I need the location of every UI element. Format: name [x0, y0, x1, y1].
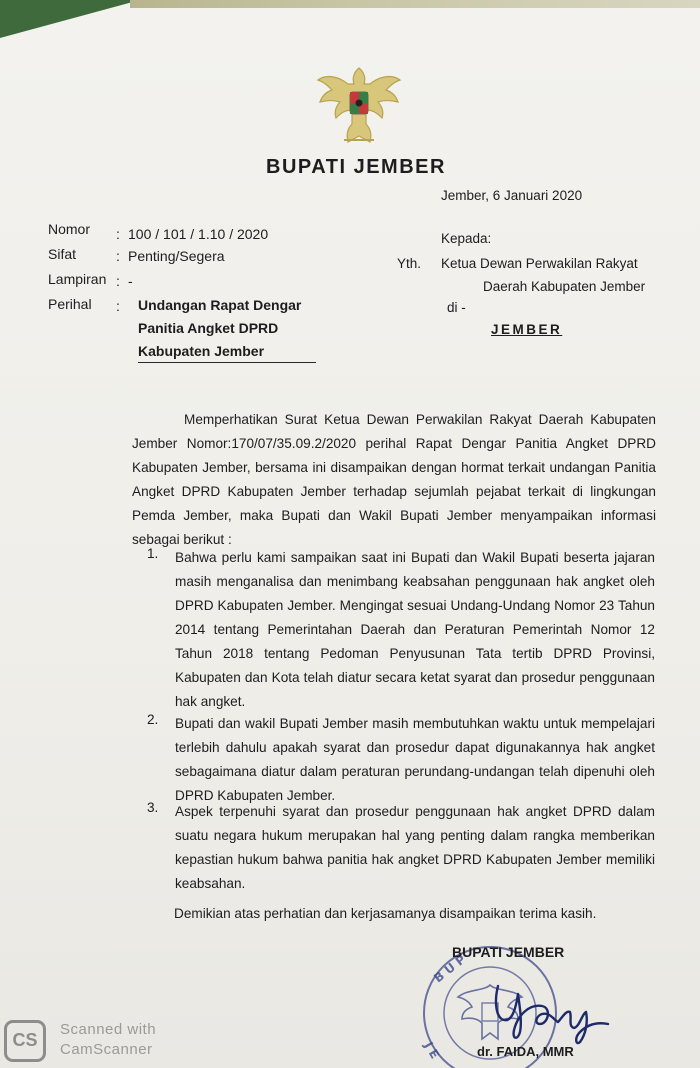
list-item-text: Aspek terpenuhi syarat dan prosedur penggunaan hak angket DPRD dalam suatu negara hukum merupakan hal yang penting dalam rangka memberikan kepastian hukum bahwa panitia hak angket DPRD Kabupaten Jember memiliki keabsahan.: [175, 804, 655, 891]
garuda-emblem-icon: [312, 62, 406, 150]
list-number: 3.: [147, 800, 159, 815]
recipient-city: JEMBER: [491, 322, 563, 337]
recipient-di: di -: [447, 300, 466, 315]
perihal-line: Undangan Rapat Dengar: [138, 297, 302, 313]
camscanner-logo: CS: [4, 1020, 46, 1062]
recipient-line1: Ketua Dewan Perwakilan Rakyat: [441, 256, 638, 271]
meta-sifat-label: Sifat: [48, 246, 77, 262]
perihal-line: Kabupaten Jember: [138, 343, 265, 359]
signature-title: BUPATI JEMBER: [452, 944, 565, 960]
folder-corner: [0, 0, 140, 38]
svg-text:B U P: B U P: [431, 952, 469, 986]
svg-text:J E: J E: [421, 1039, 442, 1062]
recipient-kepada: Kepada:: [441, 231, 492, 246]
meta-nomor-colon: :: [116, 226, 120, 242]
meta-lampiran-label: Lampiran: [48, 271, 107, 287]
closing-statement: Demikian atas perhatian dan kerjasamanya disampaikan terima kasih.: [174, 906, 597, 921]
watermark-line: Scanned with: [60, 1021, 157, 1038]
meta-perihal-label: Perihal: [48, 296, 92, 312]
list-item-text: Bupati dan wakil Bupati Jember masih membutuhkan waktu untuk mempelajari terlebih dahulu apakah syarat dan prosedur dapat digunakannya hak angket sebagaimana diatur dalam peraturan perundang-undangan telah dipenuhi oleh DPRD Kabupaten Jember.: [175, 716, 655, 803]
camscanner-watermark: [60, 1020, 156, 1060]
meta-lampiran-value: -: [128, 273, 133, 289]
meta-nomor-value: 100 / 101 / 1.10 / 2020: [128, 226, 269, 242]
meta-nomor-label: Nomor: [48, 221, 91, 237]
meta-lampiran-colon: :: [116, 273, 120, 289]
meta-sifat-value: Penting/Segera: [128, 248, 225, 264]
place-date: Jember, 6 Januari 2020: [441, 188, 583, 203]
list-number: 2.: [147, 712, 159, 727]
perihal-line: Panitia Angket DPRD: [138, 320, 279, 336]
body-intro: Memperhatikan Surat Ketua Dewan Perwakilan Rakyat Daerah Kabupaten Jember Nomor:170/07/35.09.2/2020 perihal Rapat Dengar Panitia Angket DPRD Kabupaten Jember, bersama ini disampaikan dengan hormat terkait undangan Panitia Angket DPRD Kabupaten Jember terhadap sejumlah pejabat terkait di lingkungan Pemda Jember, maka Bupati dan Wakil Bupati Jember menyampaikan informasi sebagai berikut :: [132, 412, 656, 547]
handwritten-signature: [470, 968, 620, 1048]
meta-perihal-colon: :: [116, 298, 120, 314]
list-number: 1.: [147, 546, 159, 561]
signatory-name: dr. FAIDA, MMR: [477, 1044, 574, 1059]
watermark-line: CamScanner: [60, 1041, 153, 1058]
recipient-yth: Yth.: [397, 256, 422, 271]
paper-top-edge: [130, 0, 700, 8]
perihal-underline: [138, 362, 316, 363]
meta-perihal-value: [138, 294, 301, 363]
list-item-text: Bahwa perlu kami sampaikan saat ini Bupati dan Wakil Bupati beserta jajaran masih menganalisa dan menimbang keabsahan penggunaan hak angket oleh DPRD Kabupaten Jember. Mengingat sesuai Undang-Undang Nomor 23 Tahun 2014 tentang Pemerintahan Daerah dan Peraturan Pemerintah Nomor 12 Tahun 2018 tentang Pedoman Penyusunan Tata tertib DPRD Provinsi, Kabupaten dan Kota telah diatur secara ketat syarat dan prosedur penggunaan hak angket.: [175, 550, 655, 709]
recipient-line2: Daerah Kabupaten Jember: [483, 279, 646, 294]
meta-sifat-colon: :: [116, 248, 120, 264]
letterhead-title: BUPATI JEMBER: [266, 156, 446, 178]
